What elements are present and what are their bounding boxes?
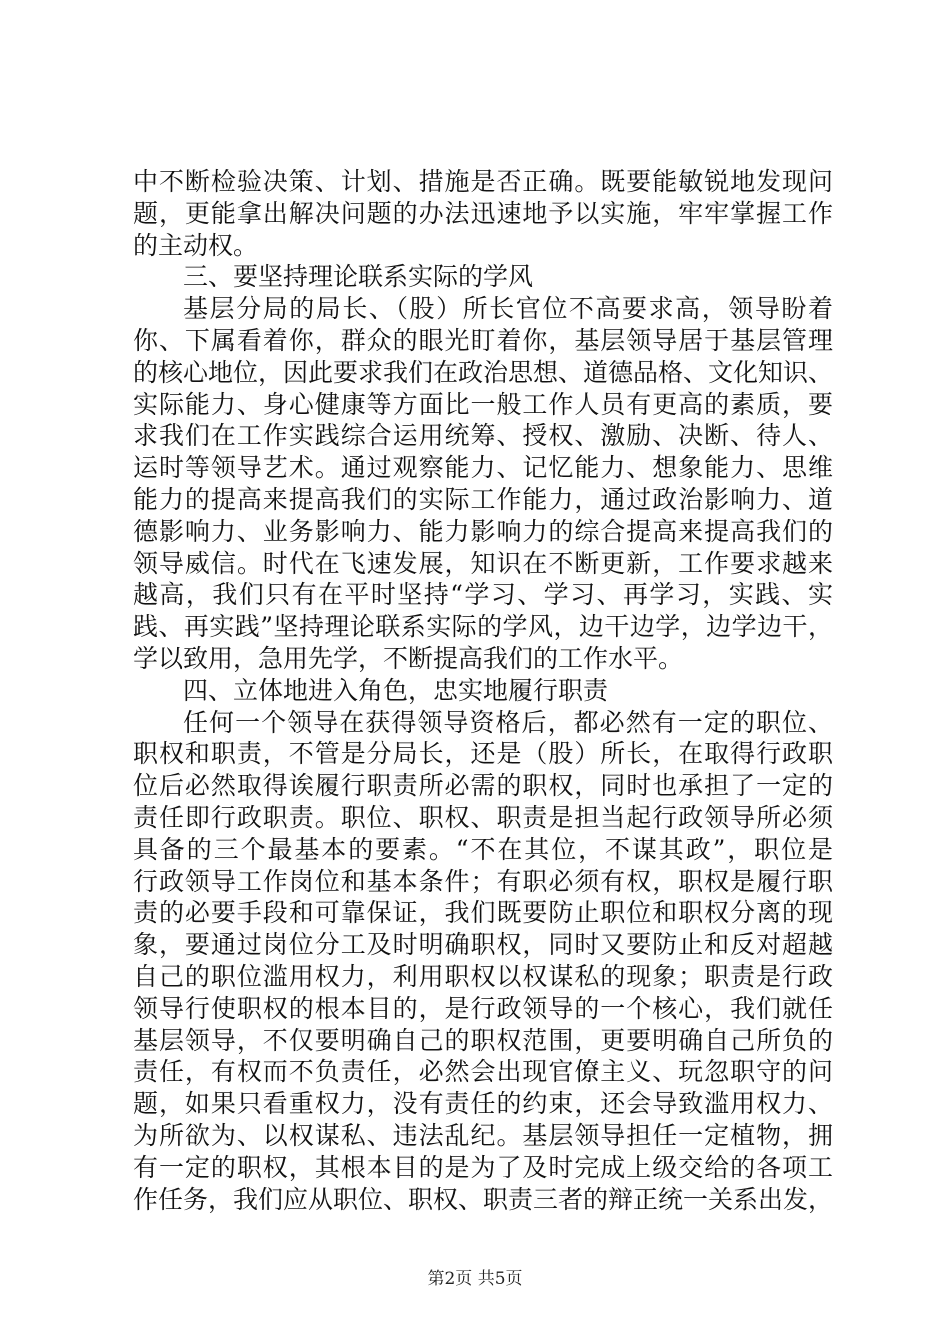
paragraph-line: 象，要通过岗位分工及时明确职权，同时又要防止和反对超越 xyxy=(133,930,833,960)
paragraph-line: 领导行使职权的根本目的，是行政领导的一个核心，我们就任 xyxy=(133,993,833,1023)
paragraph-line: 自己的职位滥用权力，利用职权以权谋私的现象；职责是行政 xyxy=(133,961,833,991)
paragraph-line: 实际能力、身心健康等方面比一般工作人员有更高的素质，要 xyxy=(133,389,833,419)
paragraph-line: 中不断检验决策、计划、措施是否正确。既要能敏锐地发现问 xyxy=(133,167,833,196)
paragraph-line: 任何一个领导在获得领导资格后，都必然有一定的职位、 xyxy=(183,707,833,737)
paragraph-line: 基层分局的局长、（股）所长官位不高要求高，领导盼着 xyxy=(183,294,833,324)
paragraph-line: 具备的三个最基本的要素。“不在其位，不谋其政”，职位是 xyxy=(133,834,833,864)
paragraph-line: 的核心地位，因此要求我们在政治思想、道德品格、文化知识、 xyxy=(133,357,834,387)
paragraph-line: 有一定的职权，其根本目的是为了及时完成上级交给的各项工 xyxy=(133,1152,833,1182)
document-body xyxy=(133,166,833,1215)
section-heading: 四、立体地进入角色，忠实地履行职责 xyxy=(183,675,609,705)
paragraph-line: 题，更能拿出解决问题的办法迅速地予以实施，牢牢掌握工作 xyxy=(133,198,833,228)
paragraph-line: 践、再实践”坚持理论联系实际的学风，边干边学，边学边干， xyxy=(133,612,833,642)
paragraph-line: 能力的提高来提高我们的实际工作能力，通过政治影响力、道 xyxy=(133,484,833,514)
paragraph-line: 职权和职责，不管是分局长，还是（股）所长，在取得行政职 xyxy=(133,739,833,769)
paragraph-line: 运时等领导艺术。通过观察能力、记忆能力、想象能力、思维 xyxy=(133,453,833,483)
paragraph-line: 求我们在工作实践综合运用统筹、授权、激励、决断、待人、 xyxy=(133,421,833,451)
page-indicator: 第2页 共5页 xyxy=(427,1269,523,1289)
paragraph-line: 的主动权。 xyxy=(133,230,259,260)
paragraph-line: 责任即行政职责。职位、职权、职责是担当起行政领导所必须 xyxy=(133,802,833,832)
paragraph-line: 领导威信。时代在飞速发展，知识在不断更新，工作要求越来 xyxy=(133,548,833,578)
paragraph-line: 越高，我们只有在平时坚持“学习、学习、再学习，实践、实 xyxy=(133,580,833,610)
paragraph-line: 责任，有权而不负责任，必然会出现官僚主义、玩忽职守的问 xyxy=(133,1057,833,1087)
paragraph-line: 责的必要手段和可靠保证，我们既要防止职位和职权分离的现 xyxy=(133,898,833,928)
paragraph-line: 基层领导，不仅要明确自己的职权范围，更要明确自己所负的 xyxy=(133,1025,833,1055)
paragraph-line: 题，如果只看重权力，没有责任的约束，还会导致滥用权力、 xyxy=(133,1089,833,1119)
paragraph-line: 为所欲为、以权谋私、违法乱纪。基层领导担任一定植物，拥 xyxy=(133,1120,833,1150)
paragraph-line: 作任务，我们应从职位、职权、职责三者的辩正统一关系出发， xyxy=(133,1184,834,1214)
paragraph-line: 德影响力、业务影响力、能力影响力的综合提高来提高我们的 xyxy=(133,516,833,546)
paragraph-line: 行政领导工作岗位和基本条件；有职必须有权，职权是履行职 xyxy=(133,866,833,896)
paragraph-line: 位后必然取得诶履行职责所必需的职权，同时也承担了一定的 xyxy=(133,771,833,801)
paragraph-line: 你、下属看着你，群众的眼光盯着你，基层领导居于基层管理 xyxy=(133,325,833,355)
section-heading: 三、要坚持理论联系实际的学风 xyxy=(183,262,534,292)
paragraph-line: 学以致用，急用先学，不断提高我们的工作水平。 xyxy=(133,643,684,673)
